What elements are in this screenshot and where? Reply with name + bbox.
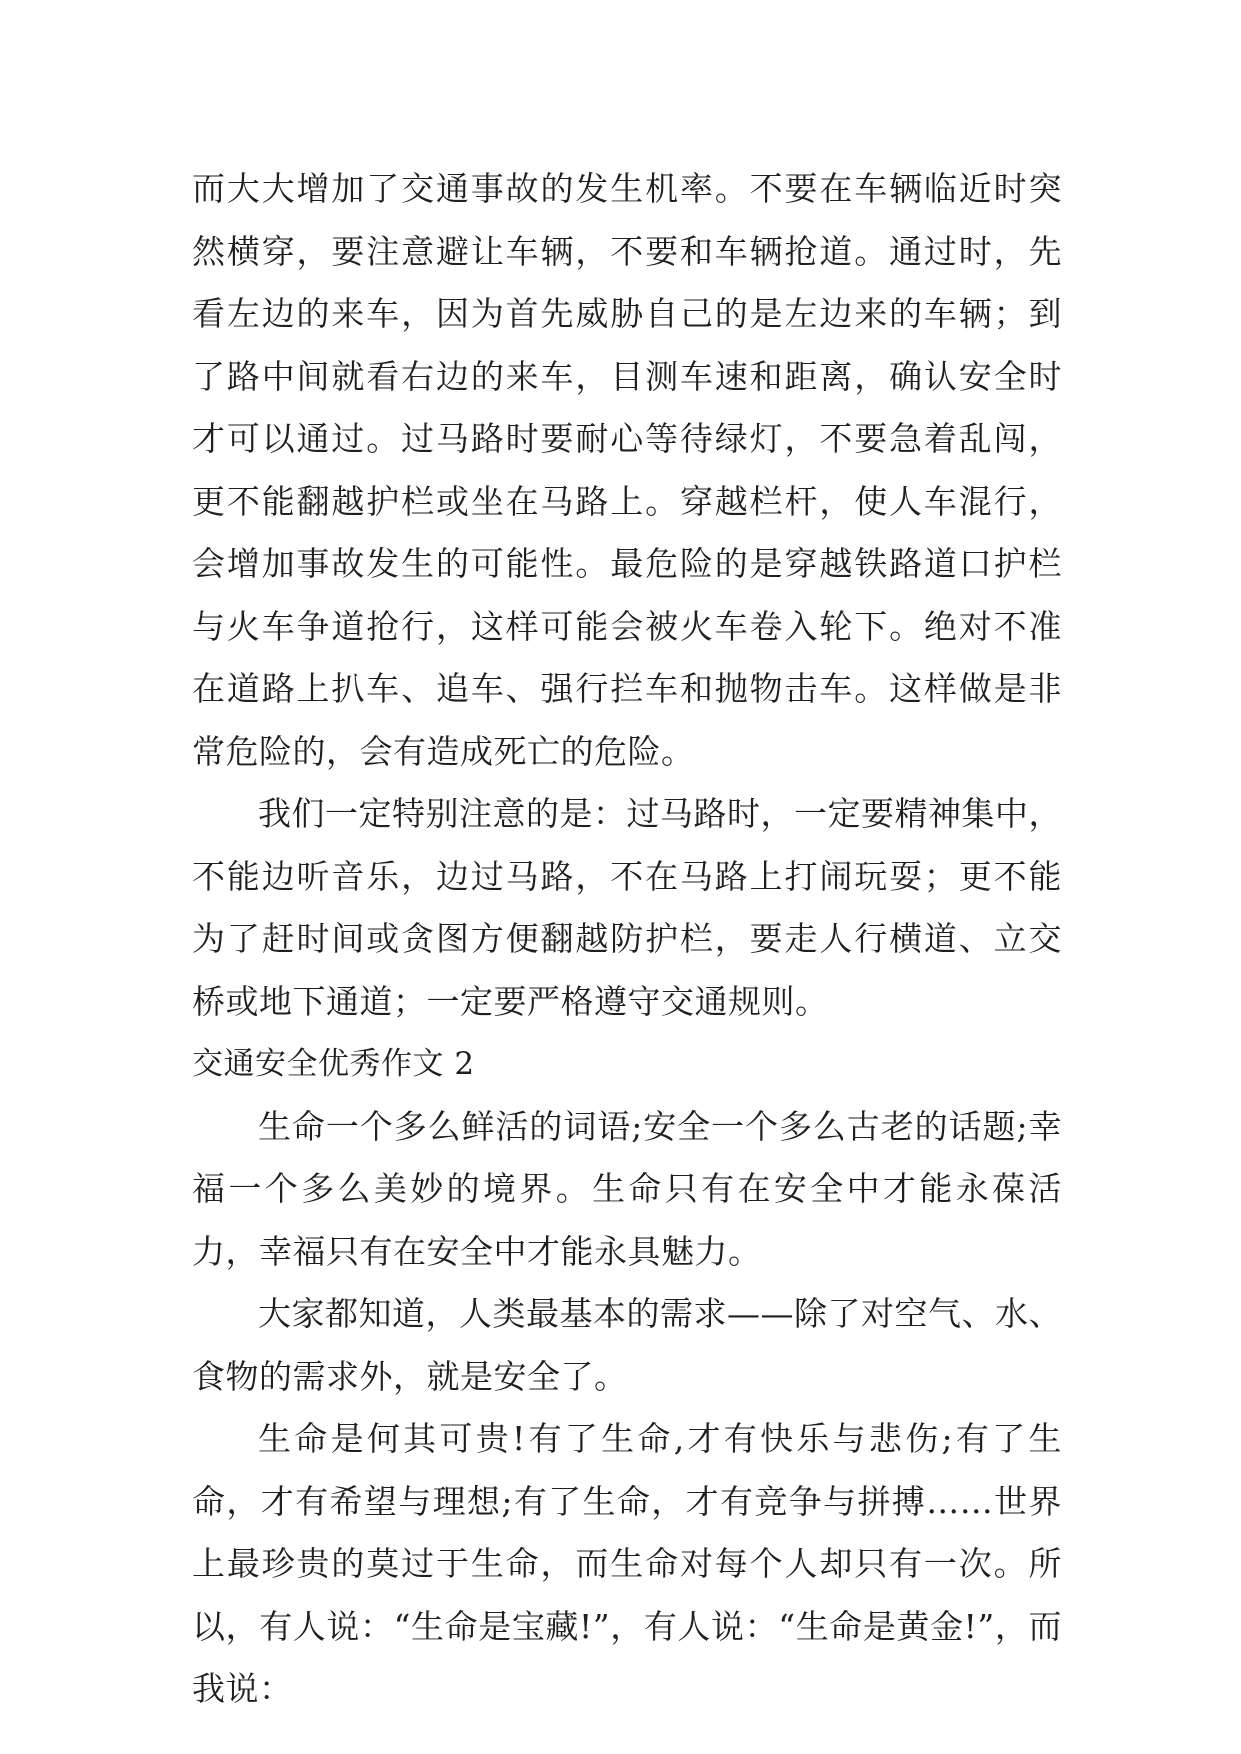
paragraph: 生命一个多么鲜活的词语;安全一个多么古老的话题;幸福一个多么美妙的境界。生命只有在安全中才能永葆活力，幸福只有在安全中才能永具魅力。 bbox=[192, 1106, 1062, 1271]
document-body bbox=[192, 158, 1062, 1721]
paragraph: 我们一定特别注意的是：过马路时，一定要精神集中，不能边听音乐，边过马路，不在马路上打闹玩耍；更不能为了赶时间或贪图方便翻越防护栏，要走人行横道、立交桥或地下通道；一定要严格遵守交通规则。 bbox=[192, 794, 1062, 1021]
section-title: 交通安全优秀作文 2 bbox=[192, 1046, 475, 1082]
paragraph: 而大大增加了交通事故的发生机率。不要在车辆临近时突然横穿，要注意避让车辆，不要和车辆抢道。通过时，先看左边的来车，因为首先威胁自己的是左边来的车辆；到了路中间就看右边的来车，目测车速和距离，确认安全时才可以通过。过马路时要耐心等待绿灯，不要急着乱闯，更不能翻越护栏或坐在马路上。穿越栏杆，使人车混行，会增加事故发生的可能性。最危险的是穿越铁路道口护栏与火车争道抢行，这样可能会被火车卷入轮下。绝对不准在道路上扒车、追车、强行拦车和抛物击车。这样做是非常危险的，会有造成死亡的危险。 bbox=[192, 169, 1062, 771]
paragraph: 大家都知道，人类最基本的需求——除了对空气、水、食物的需求外，就是安全了。 bbox=[192, 1294, 1062, 1396]
paragraph: 生命是何其可贵!有了生命,才有快乐与悲伤;有了生命，才有希望与理想;有了生命，才有竞争与拼搏……世界上最珍贵的莫过于生命，而生命对每个人却只有一次。所以，有人说：“生命是宝藏!”，有人说：“生命是黄金!”，而我说： bbox=[192, 1419, 1062, 1708]
